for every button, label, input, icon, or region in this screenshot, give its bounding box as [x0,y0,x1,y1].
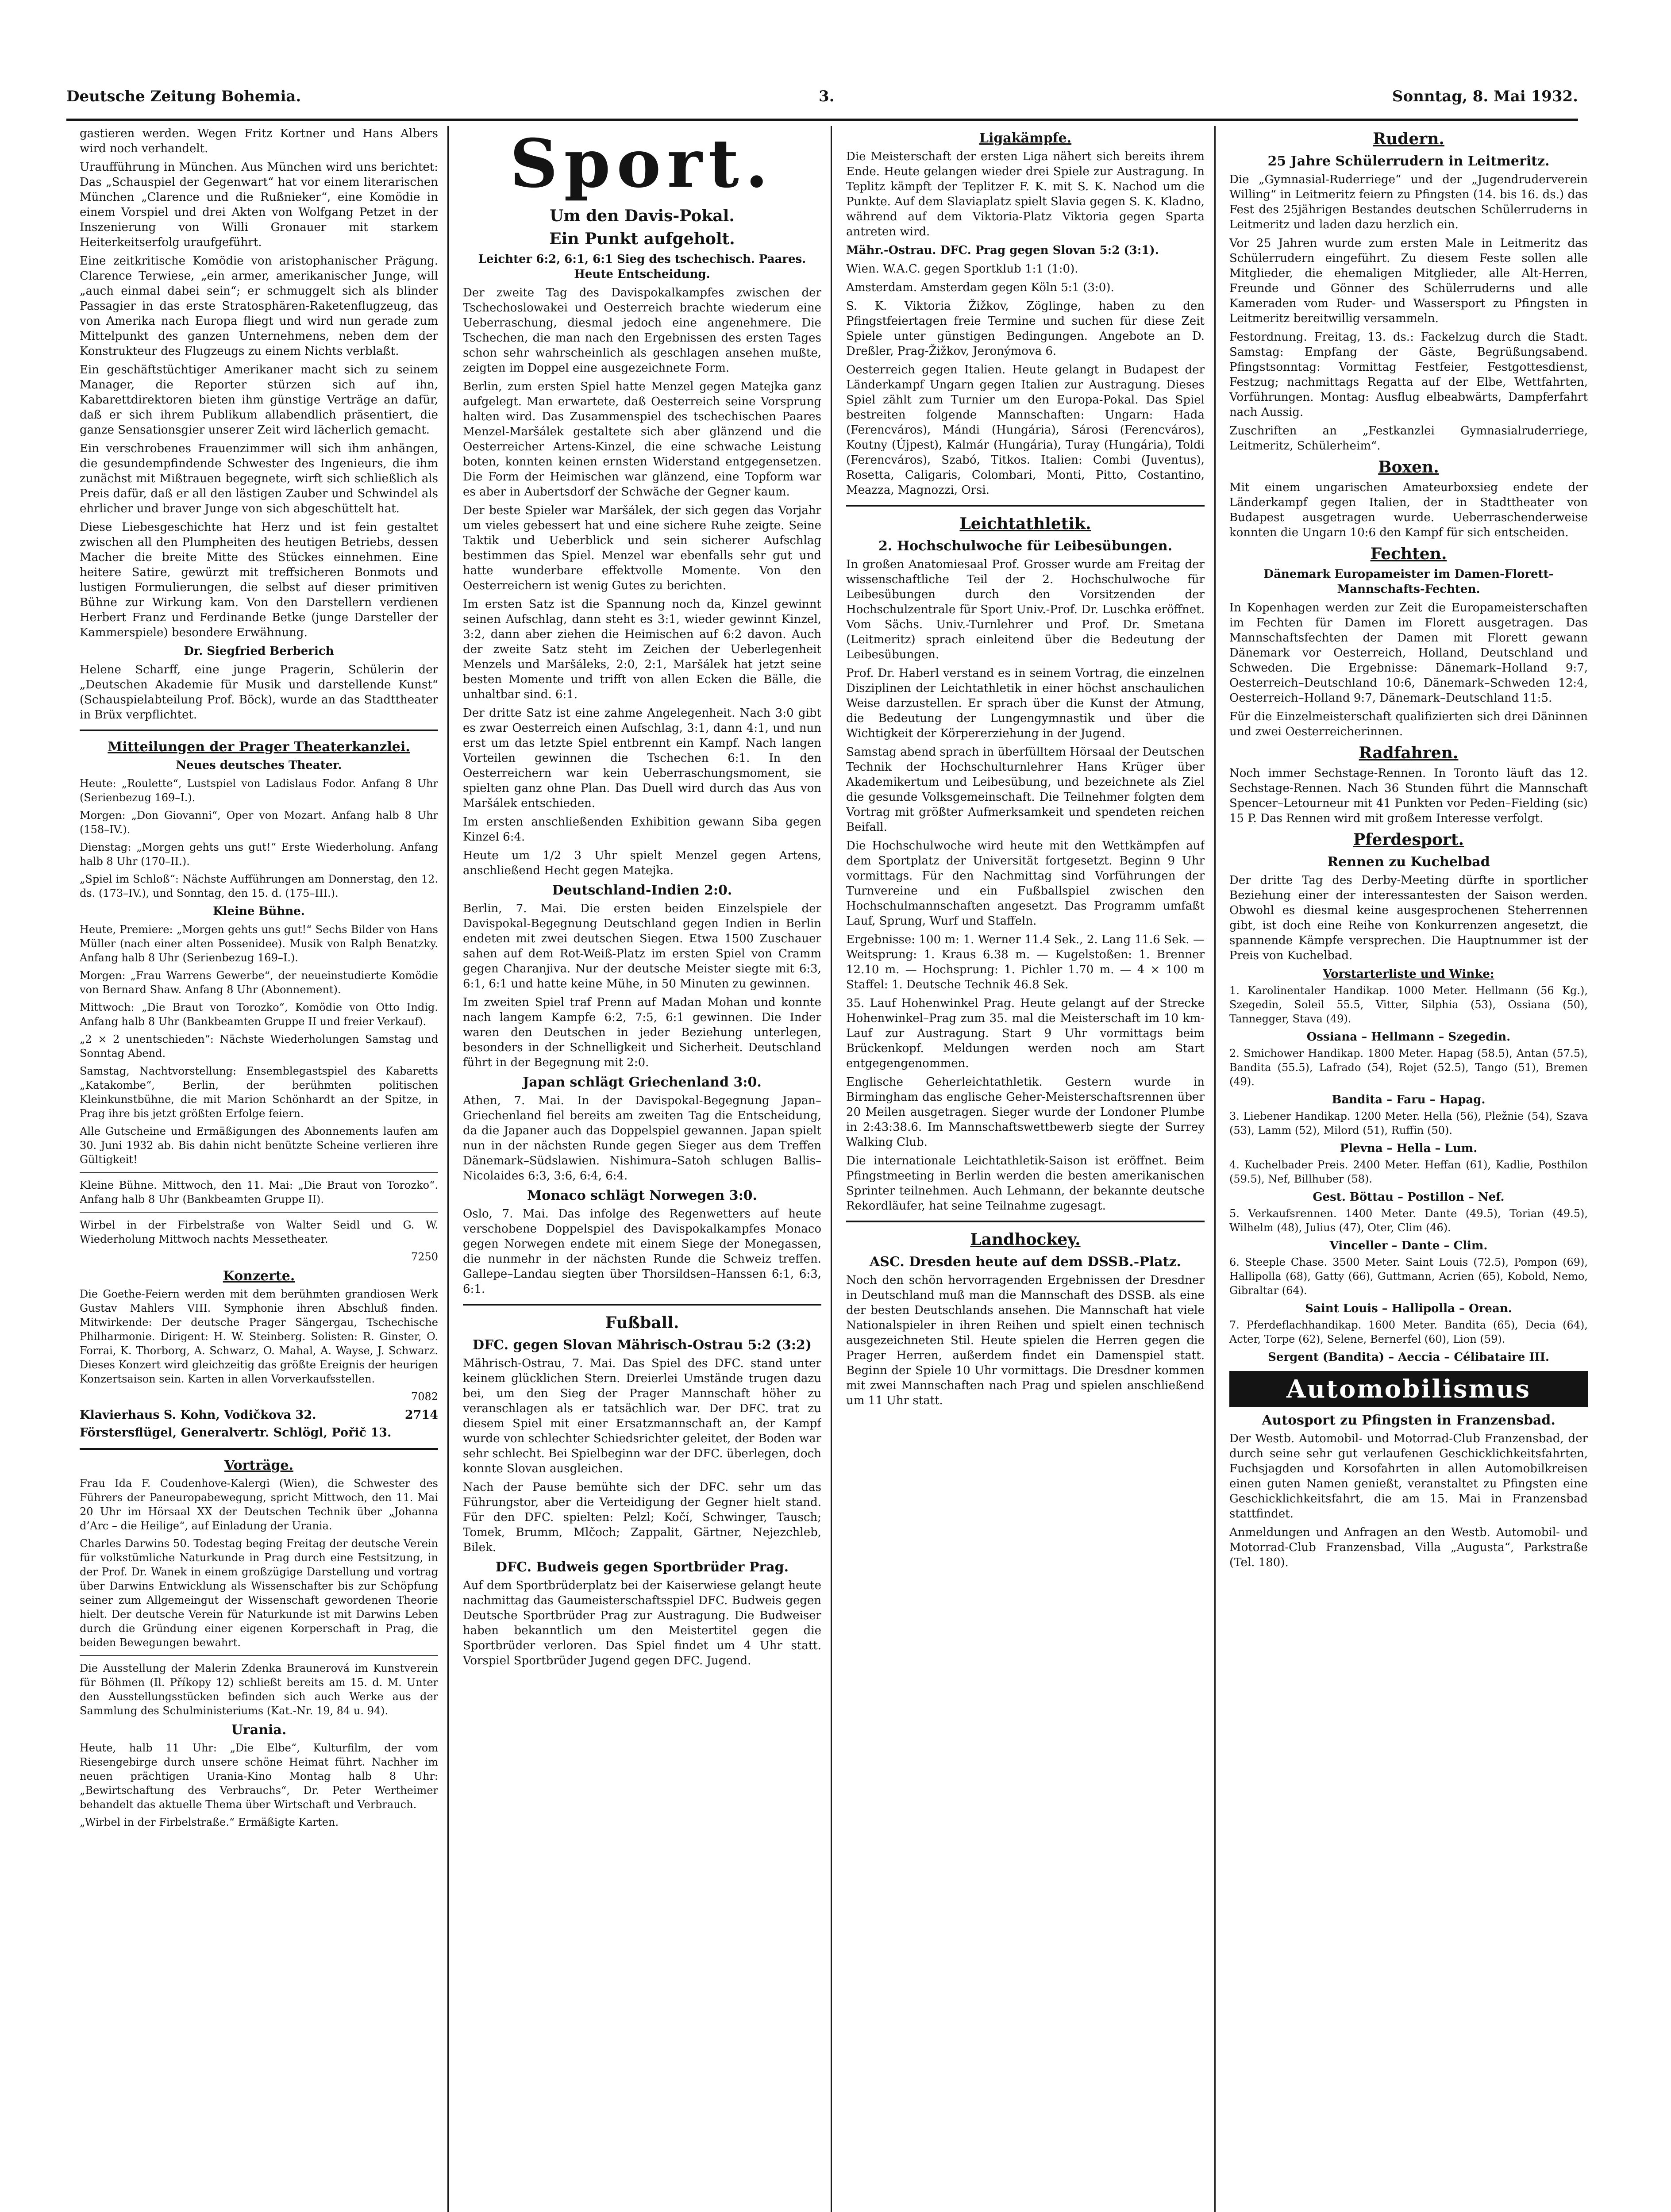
paragraph: Auf dem Sportbrüderplatz bei der Kaiserwiese gelangt heute nachmittag das Gaumeisterschaftsspiel DFC. Budweis gegen Deutsche Sportbrüder Prag zur Austragung. Die Budweiser haben bekanntlich um den Meistertitel gegen die Sportbrüder verloren. Das Spiel findet um 4 Uhr statt. Vorspiel Sportbrüder Jugend gegen DFC. Jugend. [463,1579,821,1667]
listing: Alle Gutscheine und Ermäßigungen des Abonnements laufen am 30. Juni 1932 ab. Bis dahin nicht benützte Scheine verlieren ihre Gültigkeit! [80,1125,438,1166]
race-entry: 6. Steeple Chase. 3500 Meter. Saint Louis (72.5), Pompon (69), Hallipolla (68), Gatty (66), Guttmann, Acrien (65), Kobold, Nemo, Gibraltar (64). [1229,1256,1588,1297]
section-heading: Ligakämpfe. [979,131,1072,146]
paragraph: In großen Anatomiesaal Prof. Grosser wurde am Freitag der wissenschaftliche Teil der 2. Hochschulwoche für Leibesübungen durch den Vorsitzenden der Hochschulzentrale für Sport Univ.-Prof. Dr. Luschka eröffnet. Vom Sächs. Univ.-Turnlehrer und Prof. Dr. Smetana (Leitmeritz) sprach einleitend über die Bedeutung der Leibesübungen. [846,558,1205,661]
ad-text: Klavierhaus S. Kohn, Vodičkova 32. [80,1408,316,1422]
rule [80,1172,438,1173]
paragraph: Eine zeitkritische Komödie von aristophanischer Prägung. Clarence Terwiese, „ein armer, amerikanischer Junge, will „auch einmal dabei sein“; er schmuggelt sich als blinder Passagier in das erste Stratosphären-Raketenflugzeug, das von Amerika nach Europa fliegt und wird nun gerade zum Mittelpunkt des ganzen Unternehmens, neben dem der Konstrukteur des Flugzeugs zu einem Nichts verblaßt. [80,254,438,358]
paragraph: Der Westb. Automobil- und Motorrad-Club Franzensbad, der durch seine sehr gut verlaufenen Geschicklichkeitsfahrten, Fuchsjagden und Korsofahrten in allen Automobilkreisen einen guten Namen genießt, veranstaltet zu Pfingsten eine Geschicklichkeitsfahrt, die am 15. Mai in Franzensbad stattfindet. [1229,1432,1588,1521]
paragraph: In Kopenhagen werden zur Zeit die Europameisterschaften im Fechten für Damen im Florett ausgetragen. Das Mannschaftsfechten der Damen mit Florett gewann Dänemark vor Oesterreich, Holland, Deutschland und Schweden. Die Ergebnisse: Dänemark–Holland 9:7, Oesterreich–Deutschland 10:6, Dänemark–Schweden 12:4, Oesterreich–Holland 9:7, Dänemark–Deutschland 11:5. [1229,601,1588,705]
section-heading: Fechten. [1370,545,1447,563]
section-heading: Radfahren. [1359,744,1459,762]
rule [846,1221,1205,1222]
race-entry: 3. Liebener Handikap. 1200 Meter. Hella (56), Pležnie (54), Szava (53), Lamm (52), Milord (51), Ruffin (50). [1229,1110,1588,1137]
issue-date: Sonntag, 8. Mai 1932. [1392,88,1578,105]
paragraph: Die Goethe-Feiern werden mit dem berühmten grandiosen Werk Gustav Mahlers VIII. Symphonie ihren Abschluß finden. Mitwirkende: Der deutsche Prager Sängergau, Tschechische Philharmonie. Dirigent: H. W. Steinberg. Solisten: R. Ginster, O. Forrai, K. Thorborg, A. Schwarz, O. Mahal, A. Wayse, J. Schwarz. Dieses Konzert wird gleichzeitig das größte Ereignis der heurigen Konzertsaison sein. Karten in allen Vorverkaufsstellen. [80,1288,438,1385]
paragraph: Heute, halb 11 Uhr: „Die Elbe“, Kulturfilm, der vom Riesengebirge durch unsere schöne Heimat führt. Nachher im neuen prächtigen Urania-Kino Montag halb 8 Uhr: „Bewirtschaftung des Verbrauchs“, Dr. Peter Wertheimer behandelt das aktuelle Thema über Wirtschaft und Verbrauch. [80,1742,438,1811]
subheading: Vorstarterliste und Winke: [1323,968,1494,981]
section-heading: Rudern. [1373,130,1444,148]
result: Wien. W.A.C. gegen Sportklub 1:1 (1:0). [846,262,1078,276]
column-2 [463,126,821,2212]
section-heading: Monaco schlägt Norwegen 3:0. [527,1188,757,1203]
paragraph: Festordnung. Freitag, 13. ds.: Fackelzug durch die Stadt. Samstag: Empfang der Gäste, Begrüßungsabend. Pfingstsonntag: Vormittag Festfeier, Festgottesdienst, Festzug; nachmittags Regatta auf der Elbe, Wettfahrten, Vorführungen. Montag: Ausflug elbeabwärts, Dampferfahrt nach Aussig. [1229,330,1588,419]
listing: Heute, Premiere: „Morgen gehts uns gut!“ Sechs Bilder von Hans Müller (nach einer alten Possenidee). Musik von Ralph Benatzky. Anfang halb 8 Uhr (Serienbezug 169–I.). [80,923,438,964]
paragraph: Frau Ida F. Coudenhove-Kalergi (Wien), die Schwester des Führers der Paneuropabewegung, spricht Mittwoch, den 11. Mai 20 Uhr im Hörsaal XX der Deutschen Technik über „Johanna d’Arc – die Heilige“, auf Einladung der Urania. [80,1477,438,1532]
section-heading: Autosport zu Pfingsten in Franzensbad. [1262,1413,1555,1428]
paragraph: Heute um 1/2 3 Uhr spielt Menzel gegen Artens, anschließend Hecht gegen Matejka. [463,849,821,877]
paragraph: Charles Darwins 50. Todestag beging Freitag der deutsche Verein für volkstümliche Naturkunde in Prag durch eine Festsitzung, in der Prof. Dr. Wanek in einem großzügige Darstellung und vortrag über Darwins Entwicklung als Wissenschafter bis zur Schöpfung seiner zum Allgemeingut der Wissenschaft gewordenen Theorie hielt. Der deutsche Verein für Naturkunde ist mit Darwins Leben durch die Gründung einer eigenen Korperschaft in Prag, die beiden Bewegungen bewahrt. [80,1537,438,1649]
paragraph: Die „Gymnasial-Ruderriege“ und der „Jugendruderverein Willing“ in Leitmeritz feiern zu Pfingsten (14. bis 16. ds.) das Fest des 25jährigen Bestandes deutschen Schülerruderns in Leitmeritz und laden dazu herzlich ein. [1229,173,1588,231]
paragraph: Im zweiten Spiel traf Prenn auf Madan Mohan und konnte nach langem Kampfe 6:2, 7:5, 6:1 gewinnen. Die Inder waren den Deutschen in jeder Beziehung unterlegen, besonders in der Schnelligkeit und Sicherheit. Deutschland führt in der Begegnung mit 2:0. [463,996,821,1069]
race-tip: Bandita – Faru – Hapag. [1332,1093,1486,1106]
paragraph: Mit einem ungarischen Amateurboxsieg endete der Länderkampf gegen Italien, der in Stadttheater von Budapest ausgetragen wurde. Ueberraschenderweise konnten die Ungarn 10:6 den Kampf für sich entscheiden. [1229,481,1588,539]
paragraph: Die Meisterschaft der ersten Liga nähert sich bereits ihrem Ende. Heute gelangen wieder drei Spiele zur Austragung. In Teplitz kämpft der Teplitzer F. K. mit S. K. Nachod um die Punkte. Auf dem Slaviaplatz spielt Slavia gegen S. K. Kladno, während auf dem Viktoria-Platz Viktoria gegen Sparta antreten wird. [846,150,1205,238]
ad-number: 2714 [404,1408,438,1422]
race-entry: 7. Pferdeflachhandikap. 1600 Meter. Bandita (65), Decia (64), Acter, Torpe (62), Selene, Bernerfel (60), Lion (59). [1229,1319,1588,1345]
paragraph: Für die Einzelmeisterschaft qualifizierten sich drei Däninnen und zwei Oesterreicherinnen. [1229,710,1588,738]
paragraph: Zuschriften an „Festkanzlei Gymnasialruderriege, Leitmeritz, Schülerheim“. [1229,424,1588,453]
paragraph: 35. Lauf Hohenwinkel Prag. Heute gelangt auf der Strecke Hohenwinkel–Prag zum 35. mal die Meisterschaft im 10 km-Lauf zur Austragung. Start 9 Uhr vormittags beim Brückenkopf. Meldungen werden noch am Start entgegengenommen. [846,997,1205,1070]
column-divider [831,126,832,2212]
paragraph: Der zweite Tag des Davispokalkampfes zwischen der Tschechoslowakei und Oesterreich brachte wiederum eine Ueberraschung, diesmal jedoch eine angenehmere. Die Tschechen, die man nach den Ergebnissen des ersten Tages schon sehr wahrscheinlich als geschlagen ansehen mußte, zeigten im Doppel eine ausgezeichnete Form. [463,286,821,375]
paragraph: Englische Geherleichtathletik. Gestern wurde in Birmingham das englische Geher-Meisterschaftsrennen über 20 Meilen ausgetragen. Sieger wurde der Londoner Plumbe in 2:43:38.6. Im Mannschaftswettbewerb siegte der Surrey Walking Club. [846,1075,1205,1149]
paragraph: Im ersten Satz ist die Spannung noch da, Kinzel gewinnt seinen Aufschlag, dann steht es 3:1, wieder gewinnt Kinzel, 3:2, dann aber ziehen die Heimischen auf 6:2 davon. Auch der zweite Satz steht im Zeichen der Ueberlegenheit Menzels und Maršáleks, 2:0, 2:1, Maršálek hat jetzt seine besten Momente und trifft von allen Ecken die Bälle, die unhaltbar sind. 6:1. [463,598,821,701]
paragraph: Der beste Spieler war Maršálek, der sich gegen das Vorjahr um vieles gebessert hat und eine sichere Ruhe zeigte. Seine Taktik und Ueberblick und sein sicherer Aufschlag bestimmen das Spiel. Menzel war ebenfalls sehr gut und hatte wunderbare effektvolle Momente. Von den Oesterreichern ist wenig Gutes zu berichten. [463,504,821,592]
section-heading: Landhockey. [970,1230,1081,1249]
section-heading: Ein Punkt aufgeholt. [549,230,735,248]
section-heading: Japan schlägt Griechenland 3:0. [523,1075,762,1090]
rule [80,1212,438,1213]
section-heading: Boxen. [1378,458,1439,476]
paper-name: Deutsche Zeitung Bohemia. [66,88,301,105]
paragraph: Mährisch-Ostrau, 7. Mai. Das Spiel des DFC. stand unter keinem glücklichen Stern. Dreierlei Umstände trugen dazu bei, um den Sieg der Prager Mannschaft höher zu veranschlagen als er tatsächlich war. Der DFC. trat zu diesem Spiel mit einer Ersatzmannschaft an, der Kampf wurde von schlechter Schiedsrichter geleitet, der Boden war sehr schlecht. Bei Spielbeginn war der DFC. überlegen, doch konnte Slovan ausgleichen. [463,1357,821,1475]
paragraph: Die Hochschulwoche wird heute mit den Wettkämpfen auf dem Sportplatz der Universität fortgesetzt. Beginn 9 Uhr vormittags. Für den Nachmittag sind Vorführungen der Turnvereine und ein Fußballspiel zwischen den Hochschulmannschaften angesetzt. Das Programm umfaßt Lauf, Sprung, Wurf und Staffeln. [846,839,1205,928]
race-tip: Gest. Böttau – Postillon – Nef. [1313,1190,1505,1204]
advertisement [80,1407,438,1423]
paragraph: Die Ausstellung der Malerin Zdenka Braunerová im Kunstverein für Böhmen (Il. Příkopy 12) schließt bereits am 15. d. M. Unter den Ausstellungsstücken befinden sich auch Werke aus der Sammlung des Schulministeriums (Kat.-Nr. 19, 84 u. 94). [80,1662,438,1717]
section-heading: ASC. Dresden heute auf dem DSSB.-Platz. [870,1254,1181,1270]
paragraph: Ergebnisse: 100 m: 1. Werner 11.4 Sek., 2. Lang 11.6 Sek. — Weitsprung: 1. Kraus 6.38 m. — Kugelstoßen: 1. Brenner 12.10 m. — Hochsprung: 1. Pichler 1.70 m. — 4 × 100 m Staffel: 1. Deutsche Technik 46.8 Sek. [846,933,1205,991]
result: Amsterdam. Amsterdam gegen Köln 5:1 (3:0). [846,281,1114,294]
column-divider [1214,126,1216,2212]
race-entry: 2. Smichower Handikap. 1800 Meter. Hapag (58.5), Antan (57.5), Bandita (55.5), Lafrado (54), Rojet (52.5), Tango (51), Bremen (49). [1229,1047,1588,1088]
section-heading: Deutschland-Indien 2:0. [552,883,732,898]
rule [80,1448,438,1450]
section-heading: Konzerte. [223,1268,295,1284]
paragraph: Samstag abend sprach in überfülltem Hörsaal der Deutschen Technik der Hochschulturnlehrer Hans Krüger über Akademikertum und Leibesübung, und bezeichnete als Ziel die gesunde Volksgemeinschaft. Die Teilnehmer folgten dem Vortrag mit größter Aufmerksamkeit und spendeten reichen Beifall. [846,745,1205,834]
column-divider [447,126,449,2212]
column-3 [846,126,1205,2212]
section-heading: DFC. gegen Slovan Mährisch-Ostrau 5:2 (3:2) [472,1337,812,1353]
listing: Kleine Bühne. Mittwoch, den 11. Mai: „Die Braut von Torozko“. Anfang halb 8 Uhr (Bankbeamten Gruppe II). [80,1179,438,1206]
section-heading: Vorträge. [224,1458,293,1473]
paragraph: Ein geschäftstüchtiger Amerikaner macht sich zu seinem Manager, die Reporter stürzen sich auf ihn, Kabarettdirektoren bieten ihm günstige Verträge an dafür, daß er sich ihrem Publikum allabendlich präsentiert, die ganze Sensationsgier unserer Zeit wird lächerlich gemacht. [80,363,438,437]
section-heading: Pferdesport. [1353,830,1464,849]
subheading: Leichter 6:2, 6:1, 6:1 Sieg des tschechisch. Paares. Heute Entscheidung. [478,253,806,281]
race-tip: Plevna – Hella – Lum. [1340,1142,1478,1155]
paragraph: Noch immer Sechstage-Rennen. In Toronto läuft das 12. Sechstage-Rennen. Nach 36 Stunden führt die Mannschaft Spencer–Letourneur mit 41 Punkten vor Peden–Fielding (sic) 15 P. Das Rennen wird mit großem Interesse verfolgt. [1229,767,1588,825]
paragraph: Der dritte Tag des Derby-Meeting dürfte in sportlicher Beziehung einer der interessantesten der Saison werden. Obwohl es diesmal keine ausgesprochenen Steherrennen gibt, ist doch eine Reihe von Konkurrenzen angesetzt, die spannende Kämpfe versprechen. Die Hauptnummer ist der Preis von Kuchelbad. [1229,874,1588,962]
result: Mähr.-Ostrau. DFC. Prag gegen Slovan 5:2 (3:1). [846,244,1159,257]
paragraph: Oslo, 7. Mai. Das infolge des Regenwetters auf heute verschobene Doppelspiel des Davispokalkampfes Monaco gegen Norwegen endete mit einem Siege der Monegassen, die nunmehr in der nächsten Runde die Schweiz treffen. Gallepe–Landau siegten über Thorsildsen–Hanssen 6:1, 6:3, 6:1. [463,1207,821,1296]
page-number: 3. [819,88,835,105]
subheading: Kleine Bühne. [213,905,305,918]
section-heading: 25 Jahre Schülerrudern in Leitmeritz. [1267,154,1550,169]
paragraph: Die internationale Leichtathletik-Saison ist eröffnet. Beim Pfingstmeeting in Berlin werden die besten amerikanischen Sprinter teilnehmen. Auch Lehmann, der bekannte deutsche Rekordläufer, hat seine Teilnahme zugesagt. [846,1154,1205,1213]
automobilismus-banner: Automobilismus [1229,1371,1588,1407]
rule [463,1304,821,1306]
listing: Dienstag: „Morgen gehts uns gut!“ Erste Wiederholung. Anfang halb 8 Uhr (170–II.). [80,841,438,868]
masthead-rule [66,119,1578,121]
listing: Samstag, Nachtvorstellung: Ensemblegastspiel des Kabaretts „Katakombe“, Berlin, der berühmten politischen Kleinkunstbühne, die mit Marion Schönhardt an der Spitze, in Prag ihre bis jetzt größten Erfolge feiern. [80,1065,438,1120]
race-entry: 4. Kuchelbader Preis. 2400 Meter. Heffan (61), Kadlie, Posthilon (59.5), Nef, Billhuber (58). [1229,1159,1588,1185]
masthead [66,84,1578,115]
rule [80,1655,438,1656]
section-heading: Um den Davis-Pokal. [550,207,735,225]
ad-number: 7250 [411,1251,438,1263]
race-tip: Ossiana – Hellmann – Szegedin. [1306,1030,1511,1044]
paragraph: Diese Liebesgeschichte hat Herz und ist fein gestaltet zwischen all den Plumpheiten des heutigen Betriebs, dessen Macher die breite Mitte des Stückes einnehmen. Eine heitere Satire, gewürzt mit treffsicheren Bonmots und lustigen Formulierungen, die selbst auf dieser primitiven Bühne zur Wirkung kam. Von den Darstellern verdienen Herbert Franz und Ferdinande Betke (junge Darsteller der Kammerspiele) besondere Erwähnung. [80,521,438,639]
listing: „Spiel im Schloß“: Nächste Aufführungen am Donnerstag, den 12. ds. (173–IV.), und Sonntag, den 15. d. (175–III.). [80,873,438,899]
rule [80,730,438,731]
section-heading: DFC. Budweis gegen Sportbrüder Prag. [495,1559,789,1575]
paragraph: gastieren werden. Wegen Fritz Kortner und Hans Albers wird noch verhandelt. [80,127,438,155]
column-1 [80,126,438,2212]
race-entry: 5. Verkaufsrennen. 1400 Meter. Dante (49.5), Torian (49.5), Wilhelm (48), Julius (47), Oter, Clim (46). [1229,1207,1588,1234]
paragraph: Prof. Dr. Haberl verstand es in seinem Vortrag, die einzelnen Disziplinen der Leichtathletik in einer höchst anschaulichen Weise darzustellen. Er sprach über die Kunst der Atmung, die Bedeutung der Lungengymnastik und über die Wichtigkeit der Körpererziehung in der Jugend. [846,667,1205,740]
paragraph: Oesterreich gegen Italien. Heute gelangt in Budapest der Länderkampf Ungarn gegen Italien zur Austragung. Dieses Spiel zählt zum Turnier um den Europa-Pokal. Das Spiel bestreiten folgende Mannschaften: Ungarn: Hada (Ferencváros), Mándi (Hungária), Sárosi (Ferencváros), Koutny (Újpest), Kalmár (Hungária), Turay (Hungária), Toldi (Ferencváros), Szabó, Titkos. Italien: Combi (Juventus), Rosetta, Caligaris, Colombari, Monti, Pitto, Costantino, Meazza, Magnozzi, Orsi. [846,363,1205,497]
paragraph: Noch den schön hervorragenden Ergebnissen der Dresdner in Deutschland muß man die Mannschaft des DSSB. als eine der besten Deutschlands ansehen. Die Mannschaft hat viele Nationalspieler in ihren Reihen und spielt einen technisch ausgezeichneten Stil. Heute spielen die Herren gegen die Prager Herren, außerdem findet ein Damenspiel statt. Beginn der Spiele 10 Uhr vormittags. Die Dresdner kommen mit zwei Mannschaften nach Prag und spielen anschließend um 11 Uhr statt. [846,1274,1205,1407]
subheading: Neues deutsches Theater. [176,759,342,772]
paragraph: Anmeldungen und Anfragen an den Westb. Automobil- und Motorrad-Club Franzensbad, Villa „Augusta“, Parkstraße (Tel. 180). [1229,1526,1588,1569]
section-heading: Mitteilungen der Prager Theaterkanzlei. [108,739,410,755]
race-entry: 1. Karolinentaler Handikap. 1000 Meter. Hellmann (56 Kg.), Szegedin, Soleil 55.5, Vitter, Silphia (53), Ossiana (50), Tannegger, Stava (49). [1229,984,1588,1025]
sport-title: Sport. [510,126,774,203]
paragraph: Vor 25 Jahren wurde zum ersten Male in Leitmeritz das Schülerrudern eingeführt. Zu diesem Feste sollen alle Mitglieder, die ehemaligen Mitglieder, alle Alt-Herren, Freunde und Gönner des Schülerruderns und alle Kameraden vom Ruder- und Wassersport zu Pfingsten in Leitmeritz bereitwillig versammeln. [1229,237,1588,325]
race-tip: Vinceller – Dante – Clim. [1329,1239,1488,1252]
paragraph: Uraufführung in München. Aus München wird uns berichtet: Das „Schauspiel der Gegenwart“ hat vor einem literarischen München „Clarence und die Rußnieker“, eine Komödie in einem Vorspiel und drei Akten von Wolfgang Petzet in der Inszenierung von Willi Gronauer mit starkem Heiterkeitserfolg uraufgeführt. [80,161,438,249]
paragraph: Nach der Pause bemühte sich der DFC. sehr um das Führungstor, aber die Verteidigung der Gegner hielt stand. Für den DFC. spielten: Pelzl; Kočí, Schwinger, Tausch; Tomek, Brumm, Mlčoch; Zappalit, Gärtner, Nejezchleb, Bilek. [463,1481,821,1554]
ad-number: 7082 [411,1390,438,1403]
race-tip: Saint Louis – Hallipolla – Orean. [1305,1302,1512,1315]
subheading: Dänemark Europameister im Damen-Florett-Mannschafts-Fechten. [1263,568,1554,596]
column-4 [1229,126,1588,2212]
section-heading: Urania. [231,1722,287,1738]
paragraph: Athen, 7. Mai. In der Davispokal-Begegnung Japan–Griechenland fiel bereits am zweiten Tag die Entscheidung, da die Japaner auch das Doppelspiel gewannen. Japan spielt nun in der nächsten Runde gegen Sieger aus dem Treffen Dänemark–Südslawien. Nishimura–Satoh schlugen Ballis–Nicolaides 6:3, 3:6, 6:4, 6:4. [463,1094,821,1183]
listing: Heute: „Roulette“, Lustspiel von Ladislaus Fodor. Anfang 8 Uhr (Serienbezug 169–I.). [80,777,438,804]
listing: „2 × 2 unentschieden“: Nächste Wiederholungen Samstag und Sonntag Abend. [80,1033,438,1060]
listing: Morgen: „Don Giovanni“, Oper von Mozart. Anfang halb 8 Uhr (158–IV.). [80,809,438,836]
listing: Mittwoch: „Die Braut von Torozko“, Komödie von Otto Indig. Anfang halb 8 Uhr (Bankbeamten Gruppe II und freier Verkauf). [80,1001,438,1028]
listing: Morgen: „Frau Warrens Gewerbe“, der neueinstudierte Komödie von Bernard Shaw. Anfang 8 Uhr (Abonnement). [80,969,438,996]
advertisement: Förstersflügel, Generalvertr. Schlögl, Pořič 13. [80,1426,392,1440]
section-heading: 2. Hochschulwoche für Leibesübungen. [878,538,1173,554]
paragraph: Ein verschrobenes Frauenzimmer will sich ihm anhängen, die gesundempfindende Schwester des Ingenieurs, die ihm zunächst mit Mißtrauen begegnete, wirft sich schließlich als Preis dafür, daß er all den lästigen Zauber und Schwindel als ehrlicher und braver Junge von sich abgeschüttelt hat. [80,442,438,515]
paragraph: Der dritte Satz ist eine zahme Angelegenheit. Nach 3:0 gibt es zwar Oesterreich einen Aufschlag, 3:1, dann 4:1, und nun erst um das letzte Spiel entbrennt ein Kampf. Nach langen Vorteilen gewinnen die Tschechen 6:1. In den Oesterreichern war kein Ueberraschungsmoment, sie spielten ganz ohne Plan. Das Duell wird durch das Aus von Maršálek entschieden. [463,707,821,810]
paragraph: Helene Scharff, eine junge Pragerin, Schülerin der „Deutschen Akademie für Musik und darstellende Kunst“ (Schauspielabteilung Prof. Böck), wurde an das Stadttheater in Brüx verpflichtet. [80,663,438,722]
paragraph: „Wirbel in der Firbelstraße.“ Ermäßigte Karten. [80,1816,339,1828]
listing: Wirbel in der Firbelstraße von Walter Seidl und G. W. Wiederholung Mittwoch nachts Messetheater. [80,1219,438,1245]
paragraph: Berlin, 7. Mai. Die ersten beiden Einzelspiele der Davispokal-Begegnung Deutschland gegen Indien in Berlin endeten mit zwei deutschen Siegen. Etwa 1500 Zuschauer sahen auf dem Rot-Weiß-Platz im ersten Spiel von Cramm gegen Charanjiva. Nur der deutsche Meister siegte mit 6:3, 6:1, 6:1 und hatte keine Mühe, in 50 Minuten zu gewinnen. [463,902,821,991]
paragraph: S. K. Viktoria Žižkov, Zöglinge, haben zu den Pfingstfeiertagen freie Termine und suchen für diese Zeit Spiele unter günstigen Bedingungen. Angebote an D. Dreßler, Prag-Žižkov, Jeronýmova 6. [846,300,1205,358]
signature: Dr. Siegfried Berberich [184,645,334,658]
rule [846,505,1205,507]
section-heading: Leichtathletik. [959,515,1091,533]
section-heading: Fußball. [605,1313,679,1332]
paragraph: Berlin, zum ersten Spiel hatte Menzel gegen Matejka ganz aufgelegt. Man erwartete, daß Oesterreich seine Vorsprung halten wird. Das Zusammenspiel des tschechischen Paares Menzel-Maršálek gestaltete sich aber glänzend und die Oesterreicher Artens-Kinzel, die eine schwache Leistung boten, konnten keinen ernsten Widerstand entgegensetzen. Die Form der Heimischen war glänzend, eine Topform war es aber in Aubertsdorf der Schwäche der Gegner kaum. [463,380,821,499]
paragraph: Im ersten anschließenden Exhibition gewann Siba gegen Kinzel 6:4. [463,815,821,844]
section-heading: Rennen zu Kuchelbad [1327,854,1490,870]
race-tip: Sergent (Bandita) – Aeccia – Célibataire III. [1268,1351,1549,1364]
